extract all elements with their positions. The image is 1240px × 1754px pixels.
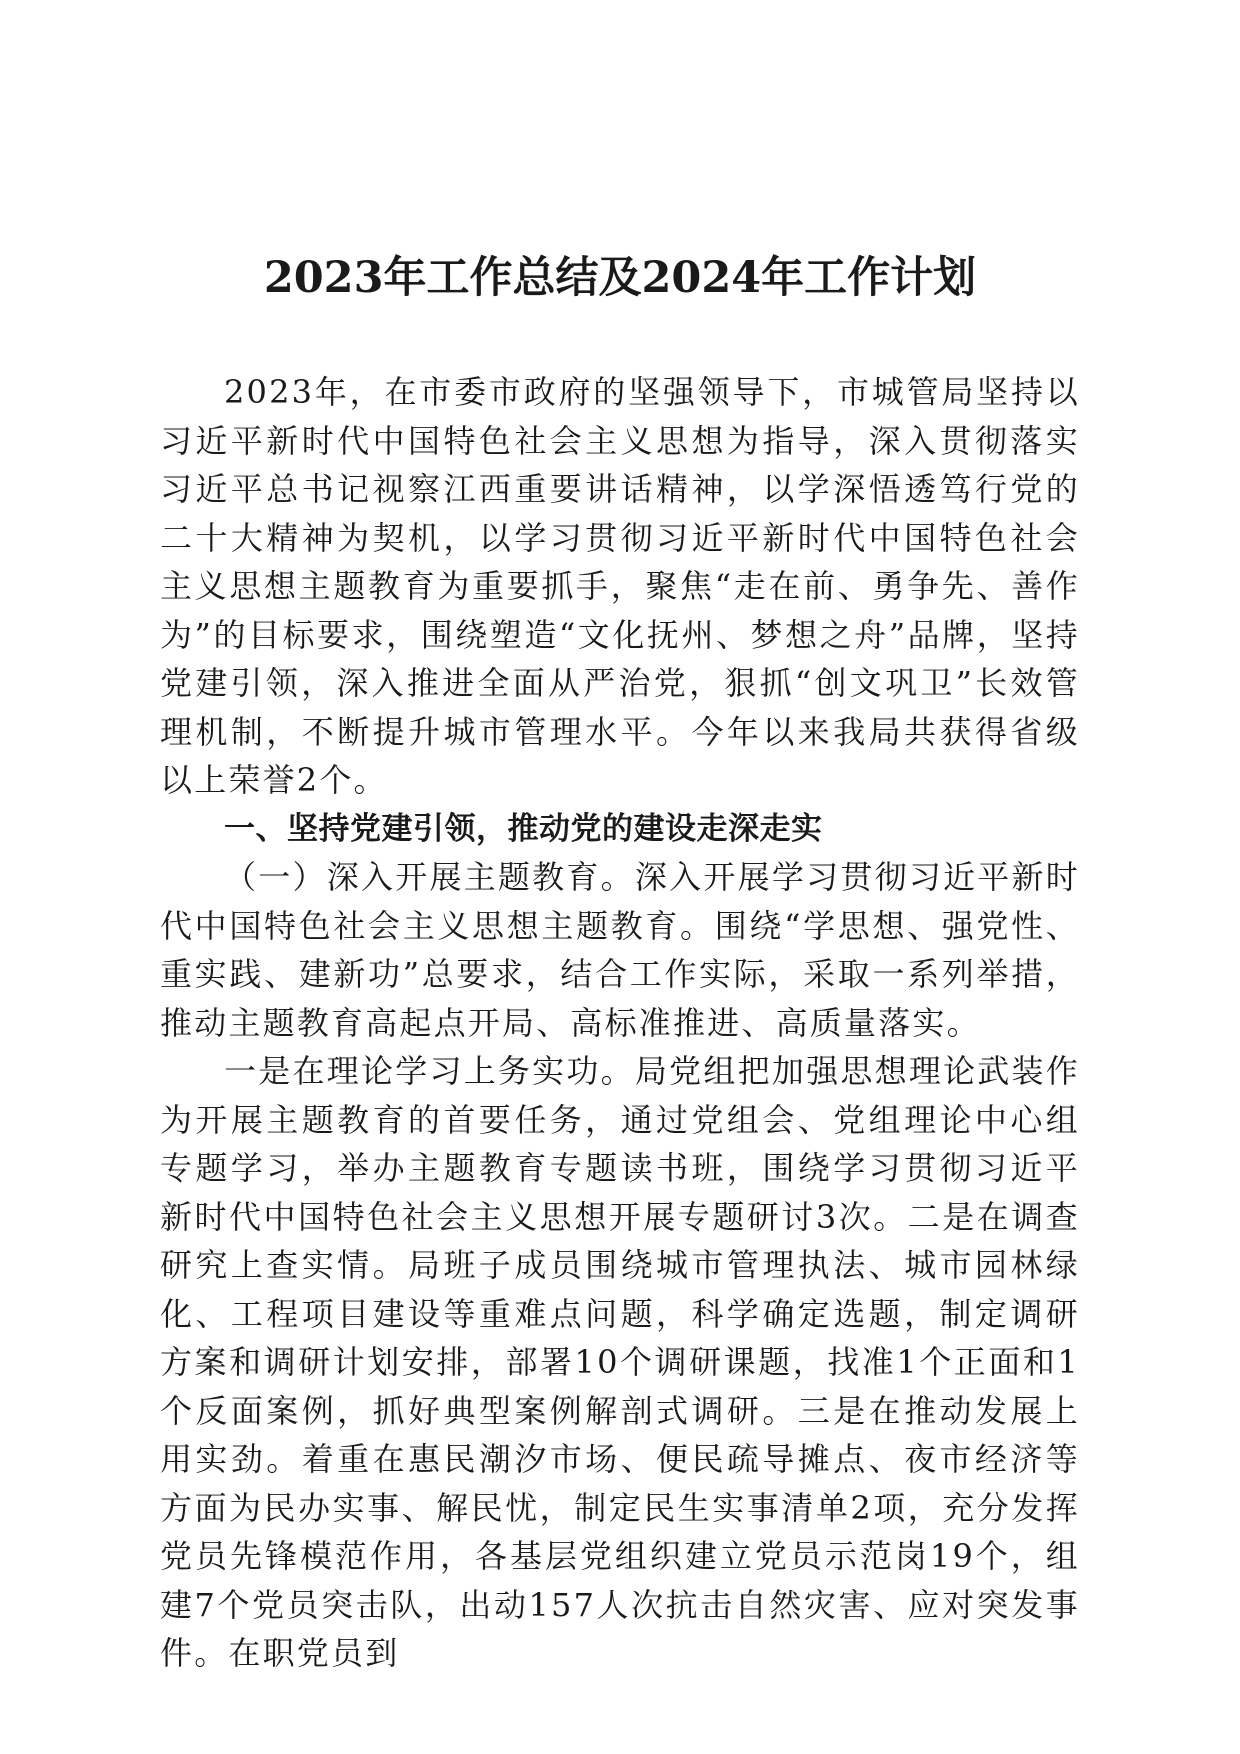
practice-paragraph: 一是在理论学习上务实功。局党组把加强思想理论武装作为开展主题教育的首要任务，通过党组会、党组理论中心组专题学习，举办主题教育专题读书班，围绕学习贯彻习近平新时代中国特色社会主义思想开展专题研讨3次。二是在调查研究上查实情。局班子成员围绕城市管理执法、城市园林绿化、工程项目建设等重难点问题，科学确定选题，制定调研方案和调研计划安排，部署10个调研课题，找准1个正面和1个反面案例，抓好典型案例解剖式调研。三是在推动发展上用实劲。着重在惠民潮汐市场、便民疏导摊点、夜市经济等方面为民办实事、解民忧，制定民生实事清单2项，充分发挥党员先锋模范作用，各基层党组织建立党员示范岗19个，组建7个党员突击队，出动157人次抗击自然灾害、应对突发事件。在职党员到 — [160, 1052, 1080, 1672]
document-title: 2023年工作总结及2024年工作计划 — [263, 253, 977, 303]
document-page — [160, 250, 1080, 1678]
subsection-paragraph-1: （一）深入开展主题教育。深入开展学习贯彻习近平新时代中国特色社会主义思想主题教育。围绕“学思想、强党性、重实践、建新功”总要求，结合工作实际，采取一系列举措，推动主题教育高起点开局、高标准推进、高质量落实。 — [160, 858, 1080, 1042]
intro-paragraph: 2023年，在市委市政府的坚强领导下，市城管局坚持以习近平新时代中国特色社会主义思想为指导，深入贯彻落实习近平总书记视察江西重要讲话精神，以学深悟透笃行党的二十大精神为契机，以学习贯彻习近平新时代中国特色社会主义思想主题教育为重要抓手，聚焦“走在前、勇争先、善作为”的目标要求，围绕塑造“文化抚州、梦想之舟”品牌，坚持党建引领，深入推进全面从严治党，狠抓“创文巩卫”长效管理机制，不断提升城市管理水平。今年以来我局共获得省级以上荣誉2个。 — [160, 373, 1080, 799]
section-heading-1: 一、坚持党建引领，推动党的建设走深走实 — [224, 810, 823, 847]
